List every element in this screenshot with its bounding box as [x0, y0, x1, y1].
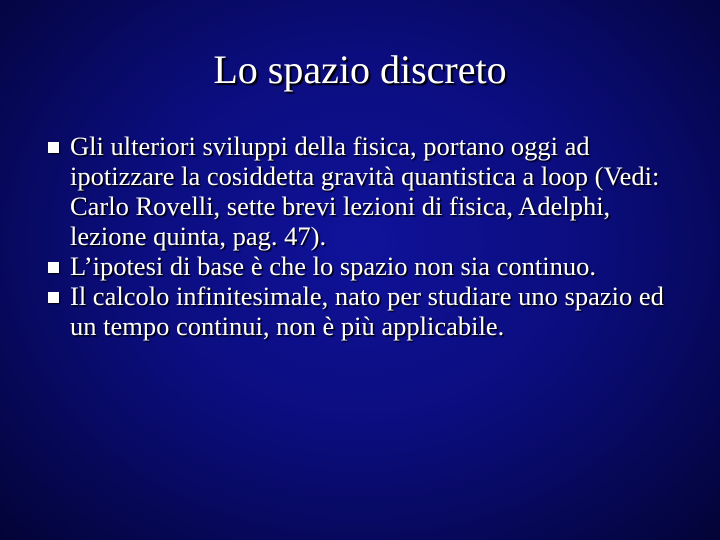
- bullet-item: [48, 281, 688, 341]
- bullet-text: Gli ulteriori sviluppi della fisica, portano oggi ad ipotizzare la cosiddetta gravità quantistica a loop (Vedi: Carlo Rovelli, sette brevi lezioni di fisica, Adelphi, lezione quinta, pag. 47).: [70, 131, 660, 251]
- square-bullet-icon: [48, 262, 59, 273]
- bullet-text: L’ipotesi di base è che lo spazio non sia continuo.: [70, 251, 596, 281]
- slide-title: Lo spazio discreto: [213, 47, 507, 92]
- bullet-item: [48, 251, 688, 281]
- bullet-list: [48, 131, 688, 341]
- square-bullet-icon: [48, 292, 59, 303]
- bullet-text: Il calcolo infinitesimale, nato per studiare uno spazio ed un tempo continui, non è più applicabile.: [70, 281, 664, 341]
- bullet-item: [48, 131, 688, 251]
- square-bullet-icon: [48, 142, 59, 153]
